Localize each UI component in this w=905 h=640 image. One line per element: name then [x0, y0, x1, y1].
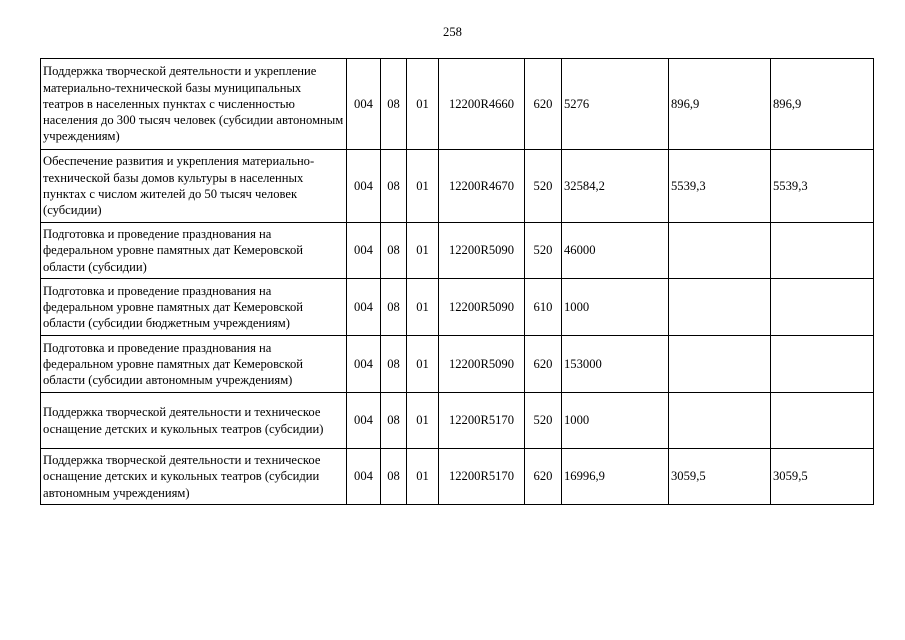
ministry-code: 004	[347, 449, 381, 505]
expense-type-code: 520	[525, 393, 562, 449]
target-code: 12200R5170	[439, 449, 525, 505]
row-name: Поддержка творческой деятельности и техническое оснащение детских и кукольных театров (субсидии автономным учреждениям)	[41, 449, 347, 505]
expense-type-code: 520	[525, 223, 562, 279]
subsection-code: 01	[407, 223, 439, 279]
row-name: Подготовка и проведение празднования на федеральном уровне памятных дат Кемеровской области (субсидии)	[41, 223, 347, 279]
section-code: 08	[381, 59, 407, 150]
amount-year3	[771, 223, 874, 279]
amount-year1: 32584,2	[562, 150, 669, 223]
ministry-code: 004	[347, 393, 381, 449]
subsection-code: 01	[407, 449, 439, 505]
amount-year3	[771, 393, 874, 449]
target-code: 12200R5090	[439, 279, 525, 336]
table-row	[41, 279, 874, 336]
expense-type-code: 620	[525, 449, 562, 505]
amount-year3: 5539,3	[771, 150, 874, 223]
subsection-code: 01	[407, 150, 439, 223]
amount-year1: 5276	[562, 59, 669, 150]
amount-year2	[669, 223, 771, 279]
ministry-code: 004	[347, 59, 381, 150]
budget-table	[40, 58, 874, 505]
row-name: Поддержка творческой деятельности и укрепление материально-технической базы муниципальных театров в населенных пунктах с численностью населения до 300 тысяч человек (субсидии автономным учреждениям)	[41, 59, 347, 150]
amount-year3	[771, 336, 874, 393]
section-code: 08	[381, 279, 407, 336]
row-name: Обеспечение развития и укрепления материально-технической базы домов культуры в населенных пунктах с числом жителей до 50 тысяч человек (субсидии)	[41, 150, 347, 223]
row-name: Подготовка и проведение празднования на федеральном уровне памятных дат Кемеровской области (субсидии бюджетным учреждениям)	[41, 279, 347, 336]
target-code: 12200R4670	[439, 150, 525, 223]
amount-year2: 3059,5	[669, 449, 771, 505]
expense-type-code: 620	[525, 336, 562, 393]
expense-type-code: 610	[525, 279, 562, 336]
subsection-code: 01	[407, 393, 439, 449]
amount-year2: 5539,3	[669, 150, 771, 223]
table-row	[41, 393, 874, 449]
target-code: 12200R4660	[439, 59, 525, 150]
target-code: 12200R5170	[439, 393, 525, 449]
amount-year1: 1000	[562, 393, 669, 449]
amount-year1: 153000	[562, 336, 669, 393]
amount-year2	[669, 336, 771, 393]
row-name: Подготовка и проведение празднования на федеральном уровне памятных дат Кемеровской области (субсидии автономным учреждениям)	[41, 336, 347, 393]
amount-year1: 46000	[562, 223, 669, 279]
ministry-code: 004	[347, 279, 381, 336]
amount-year2	[669, 279, 771, 336]
expense-type-code: 520	[525, 150, 562, 223]
table-row	[41, 336, 874, 393]
table-row	[41, 150, 874, 223]
table-row	[41, 449, 874, 505]
subsection-code: 01	[407, 279, 439, 336]
ministry-code: 004	[347, 223, 381, 279]
subsection-code: 01	[407, 59, 439, 150]
table-row	[41, 59, 874, 150]
subsection-code: 01	[407, 336, 439, 393]
amount-year3: 896,9	[771, 59, 874, 150]
row-name: Поддержка творческой деятельности и техническое оснащение детских и кукольных театров (субсидии)	[41, 393, 347, 449]
section-code: 08	[381, 336, 407, 393]
amount-year2	[669, 393, 771, 449]
target-code: 12200R5090	[439, 223, 525, 279]
ministry-code: 004	[347, 150, 381, 223]
amount-year1: 16996,9	[562, 449, 669, 505]
section-code: 08	[381, 449, 407, 505]
amount-year2: 896,9	[669, 59, 771, 150]
section-code: 08	[381, 150, 407, 223]
target-code: 12200R5090	[439, 336, 525, 393]
section-code: 08	[381, 393, 407, 449]
section-code: 08	[381, 223, 407, 279]
table-row	[41, 223, 874, 279]
ministry-code: 004	[347, 336, 381, 393]
page-number: 258	[443, 25, 462, 39]
expense-type-code: 620	[525, 59, 562, 150]
amount-year3: 3059,5	[771, 449, 874, 505]
amount-year1: 1000	[562, 279, 669, 336]
amount-year3	[771, 279, 874, 336]
